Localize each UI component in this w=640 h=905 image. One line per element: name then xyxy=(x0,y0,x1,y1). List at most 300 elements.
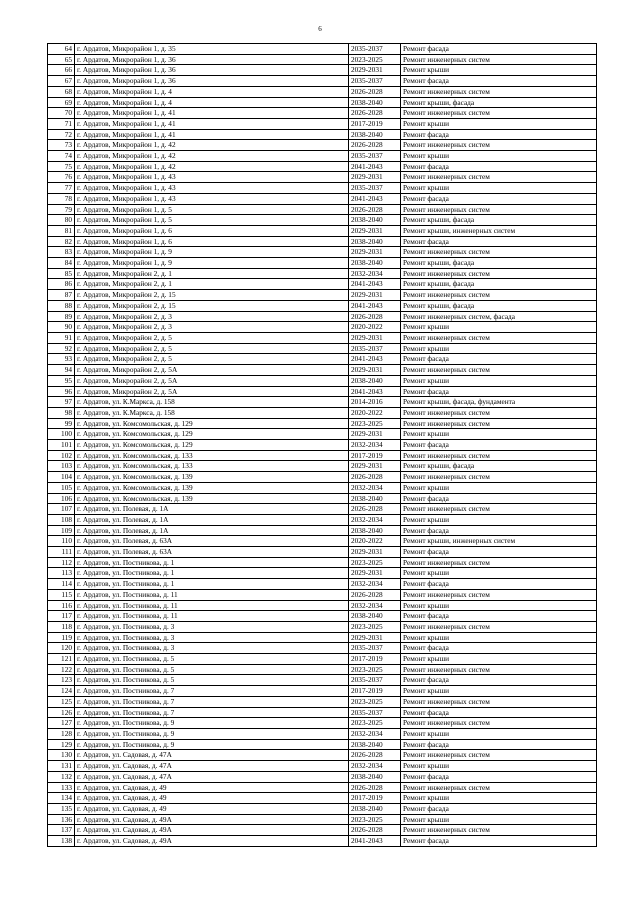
table-row xyxy=(48,397,597,408)
work-type-cell: Ремонт крыши xyxy=(401,514,597,525)
table-row xyxy=(48,76,597,87)
row-number: 77 xyxy=(48,183,75,194)
period-cell: 2029-2031 xyxy=(349,65,401,76)
row-number: 122 xyxy=(48,664,75,675)
work-type-cell: Ремонт крыши xyxy=(401,814,597,825)
row-number: 124 xyxy=(48,686,75,697)
table-row xyxy=(48,429,597,440)
address-cell: г. Ардатов, ул. Комсомольская, д. 129 xyxy=(75,429,349,440)
address-cell: г. Ардатов, Микрорайон 1, д. 43 xyxy=(75,183,349,194)
address-cell: г. Ардатов, ул. Садовая, д. 47А xyxy=(75,771,349,782)
work-type-cell: Ремонт фасада xyxy=(401,129,597,140)
address-cell: г. Ардатов, Микрорайон 2, д. 1 xyxy=(75,268,349,279)
period-cell: 2017-2019 xyxy=(349,118,401,129)
table-row xyxy=(48,44,597,55)
row-number: 78 xyxy=(48,193,75,204)
work-type-cell: Ремонт инженерных систем, фасада xyxy=(401,311,597,322)
table-row xyxy=(48,611,597,622)
work-type-cell: Ремонт фасада xyxy=(401,836,597,847)
table-row xyxy=(48,814,597,825)
period-cell: 2035-2037 xyxy=(349,707,401,718)
address-cell: г. Ардатов, ул. Комсомольская, д. 139 xyxy=(75,472,349,483)
period-cell: 2032-2034 xyxy=(349,440,401,451)
table-row xyxy=(48,172,597,183)
address-cell: г. Ардатов, Микрорайон 2, д. 5 xyxy=(75,332,349,343)
table-row xyxy=(48,279,597,290)
table-row xyxy=(48,204,597,215)
address-cell: г. Ардатов, Микрорайон 1, д. 35 xyxy=(75,44,349,55)
period-cell: 2032-2034 xyxy=(349,579,401,590)
work-type-cell: Ремонт инженерных систем xyxy=(401,718,597,729)
address-cell: г. Ардатов, Микрорайон 2, д. 5А xyxy=(75,386,349,397)
address-cell: г. Ардатов, ул. Садовая, д. 47А xyxy=(75,750,349,761)
period-cell: 2038-2040 xyxy=(349,525,401,536)
period-cell: 2026-2028 xyxy=(349,825,401,836)
row-number: 136 xyxy=(48,814,75,825)
row-number: 99 xyxy=(48,418,75,429)
table-row xyxy=(48,493,597,504)
address-cell: г. Ардатов, Микрорайон 2, д. 3 xyxy=(75,311,349,322)
table-row xyxy=(48,600,597,611)
address-cell: г. Ардатов, Микрорайон 2, д. 5 xyxy=(75,343,349,354)
work-type-cell: Ремонт инженерных систем xyxy=(401,696,597,707)
row-number: 76 xyxy=(48,172,75,183)
period-cell: 2032-2034 xyxy=(349,268,401,279)
row-number: 116 xyxy=(48,600,75,611)
address-cell: г. Ардатов, ул. Полевая, д. 1А xyxy=(75,504,349,515)
table-row xyxy=(48,418,597,429)
period-cell: 2026-2028 xyxy=(349,204,401,215)
work-type-cell: Ремонт крыши xyxy=(401,482,597,493)
period-cell: 2035-2037 xyxy=(349,643,401,654)
repair-schedule-table xyxy=(47,43,597,847)
address-cell: г. Ардатов, ул. Постникова, д. 9 xyxy=(75,739,349,750)
period-cell: 2020-2022 xyxy=(349,536,401,547)
work-type-cell: Ремонт инженерных систем xyxy=(401,290,597,301)
row-number: 80 xyxy=(48,215,75,226)
address-cell: г. Ардатов, ул. К.Маркса, д. 158 xyxy=(75,397,349,408)
address-cell: г. Ардатов, ул. Постникова, д. 7 xyxy=(75,696,349,707)
work-type-cell: Ремонт инженерных систем xyxy=(401,172,597,183)
period-cell: 2038-2040 xyxy=(349,611,401,622)
work-type-cell: Ремонт фасада xyxy=(401,675,597,686)
work-type-cell: Ремонт фасада xyxy=(401,76,597,87)
period-cell: 2026-2028 xyxy=(349,750,401,761)
row-number: 89 xyxy=(48,311,75,322)
table-row xyxy=(48,568,597,579)
period-cell: 2029-2031 xyxy=(349,429,401,440)
row-number: 114 xyxy=(48,579,75,590)
table-row xyxy=(48,718,597,729)
address-cell: г. Ардатов, Микрорайон 1, д. 6 xyxy=(75,236,349,247)
table-row xyxy=(48,643,597,654)
address-cell: г. Ардатов, ул. К.Маркса, д. 158 xyxy=(75,407,349,418)
row-number: 101 xyxy=(48,440,75,451)
period-cell: 2029-2031 xyxy=(349,247,401,258)
row-number: 96 xyxy=(48,386,75,397)
address-cell: г. Ардатов, ул. Постникова, д. 11 xyxy=(75,611,349,622)
table-row xyxy=(48,803,597,814)
period-cell: 2035-2037 xyxy=(349,183,401,194)
row-number: 90 xyxy=(48,322,75,333)
table-row xyxy=(48,482,597,493)
row-number: 112 xyxy=(48,557,75,568)
address-cell: г. Ардатов, Микрорайон 2, д. 15 xyxy=(75,290,349,301)
period-cell: 2023-2025 xyxy=(349,664,401,675)
row-number: 94 xyxy=(48,365,75,376)
table-row xyxy=(48,750,597,761)
row-number: 119 xyxy=(48,632,75,643)
row-number: 121 xyxy=(48,654,75,665)
address-cell: г. Ардатов, ул. Комсомольская, д. 139 xyxy=(75,482,349,493)
work-type-cell: Ремонт фасада xyxy=(401,611,597,622)
work-type-cell: Ремонт инженерных систем xyxy=(401,621,597,632)
work-type-cell: Ремонт инженерных систем xyxy=(401,504,597,515)
table-row xyxy=(48,771,597,782)
work-type-cell: Ремонт фасада xyxy=(401,547,597,558)
work-type-cell: Ремонт фасада xyxy=(401,803,597,814)
work-type-cell: Ремонт инженерных систем xyxy=(401,418,597,429)
address-cell: г. Ардатов, ул. Садовая, д. 49А xyxy=(75,814,349,825)
period-cell: 2017-2019 xyxy=(349,686,401,697)
table-row xyxy=(48,761,597,772)
address-cell: г. Ардатов, Микрорайон 1, д. 36 xyxy=(75,54,349,65)
address-cell: г. Ардатов, Микрорайон 2, д. 1 xyxy=(75,279,349,290)
work-type-cell: Ремонт крыши xyxy=(401,375,597,386)
period-cell: 2038-2040 xyxy=(349,739,401,750)
table-row xyxy=(48,836,597,847)
row-number: 131 xyxy=(48,761,75,772)
row-number: 98 xyxy=(48,407,75,418)
address-cell: г. Ардатов, ул. Постникова, д. 7 xyxy=(75,707,349,718)
table-row xyxy=(48,332,597,343)
address-cell: г. Ардатов, Микрорайон 1, д. 42 xyxy=(75,140,349,151)
address-cell: г. Ардатов, Микрорайон 2, д. 15 xyxy=(75,300,349,311)
address-cell: г. Ардатов, Микрорайон 1, д. 42 xyxy=(75,151,349,162)
address-cell: г. Ардатов, Микрорайон 2, д. 5А xyxy=(75,375,349,386)
work-type-cell: Ремонт фасада xyxy=(401,707,597,718)
table-row xyxy=(48,514,597,525)
work-type-cell: Ремонт инженерных систем xyxy=(401,782,597,793)
row-number: 88 xyxy=(48,300,75,311)
period-cell: 2032-2034 xyxy=(349,514,401,525)
address-cell: г. Ардатов, ул. Постникова, д. 1 xyxy=(75,579,349,590)
row-number: 95 xyxy=(48,375,75,386)
row-number: 125 xyxy=(48,696,75,707)
period-cell: 2026-2028 xyxy=(349,589,401,600)
period-cell: 2041-2043 xyxy=(349,161,401,172)
table-row xyxy=(48,375,597,386)
row-number: 87 xyxy=(48,290,75,301)
work-type-cell: Ремонт крыши xyxy=(401,686,597,697)
work-type-cell: Ремонт фасада xyxy=(401,44,597,55)
row-number: 72 xyxy=(48,129,75,140)
period-cell: 2041-2043 xyxy=(349,836,401,847)
work-type-cell: Ремонт инженерных систем xyxy=(401,589,597,600)
table-row xyxy=(48,696,597,707)
row-number: 128 xyxy=(48,729,75,740)
work-type-cell: Ремонт инженерных систем xyxy=(401,365,597,376)
period-cell: 2038-2040 xyxy=(349,771,401,782)
table-row xyxy=(48,343,597,354)
row-number: 73 xyxy=(48,140,75,151)
work-type-cell: Ремонт инженерных систем xyxy=(401,204,597,215)
row-number: 117 xyxy=(48,611,75,622)
row-number: 68 xyxy=(48,86,75,97)
table-row xyxy=(48,664,597,675)
address-cell: г. Ардатов, Микрорайон 1, д. 5 xyxy=(75,204,349,215)
period-cell: 2035-2037 xyxy=(349,151,401,162)
row-number: 103 xyxy=(48,461,75,472)
table-row xyxy=(48,65,597,76)
table-row xyxy=(48,621,597,632)
table-row xyxy=(48,450,597,461)
row-number: 129 xyxy=(48,739,75,750)
period-cell: 2041-2043 xyxy=(349,193,401,204)
table-row xyxy=(48,504,597,515)
period-cell: 2014-2016 xyxy=(349,397,401,408)
row-number: 100 xyxy=(48,429,75,440)
period-cell: 2029-2031 xyxy=(349,365,401,376)
period-cell: 2020-2022 xyxy=(349,407,401,418)
period-cell: 2041-2043 xyxy=(349,386,401,397)
table-row xyxy=(48,108,597,119)
work-type-cell: Ремонт крыши xyxy=(401,729,597,740)
period-cell: 2038-2040 xyxy=(349,493,401,504)
work-type-cell: Ремонт фасада xyxy=(401,236,597,247)
work-type-cell: Ремонт инженерных систем xyxy=(401,557,597,568)
table-row xyxy=(48,547,597,558)
work-type-cell: Ремонт крыши xyxy=(401,65,597,76)
row-number: 82 xyxy=(48,236,75,247)
period-cell: 2017-2019 xyxy=(349,654,401,665)
period-cell: 2023-2025 xyxy=(349,621,401,632)
row-number: 91 xyxy=(48,332,75,343)
address-cell: г. Ардатов, ул. Садовая, д. 49 xyxy=(75,803,349,814)
period-cell: 2029-2031 xyxy=(349,332,401,343)
address-cell: г. Ардатов, ул. Постникова, д. 3 xyxy=(75,643,349,654)
row-number: 81 xyxy=(48,225,75,236)
address-cell: г. Ардатов, Микрорайон 1, д. 41 xyxy=(75,118,349,129)
table-row xyxy=(48,300,597,311)
table-row xyxy=(48,793,597,804)
table-row xyxy=(48,161,597,172)
row-number: 92 xyxy=(48,343,75,354)
table-row xyxy=(48,782,597,793)
work-type-cell: Ремонт крыши xyxy=(401,429,597,440)
work-type-cell: Ремонт инженерных систем xyxy=(401,664,597,675)
address-cell: г. Ардатов, ул. Постникова, д. 5 xyxy=(75,664,349,675)
period-cell: 2038-2040 xyxy=(349,803,401,814)
table-row xyxy=(48,440,597,451)
address-cell: г. Ардатов, Микрорайон 2, д. 3 xyxy=(75,322,349,333)
table-row xyxy=(48,215,597,226)
period-cell: 2032-2034 xyxy=(349,729,401,740)
row-number: 137 xyxy=(48,825,75,836)
table-body xyxy=(48,44,597,847)
period-cell: 2017-2019 xyxy=(349,793,401,804)
address-cell: г. Ардатов, ул. Постникова, д. 1 xyxy=(75,568,349,579)
row-number: 106 xyxy=(48,493,75,504)
row-number: 104 xyxy=(48,472,75,483)
row-number: 105 xyxy=(48,482,75,493)
address-cell: г. Ардатов, ул. Постникова, д. 3 xyxy=(75,632,349,643)
work-type-cell: Ремонт инженерных систем xyxy=(401,268,597,279)
address-cell: г. Ардатов, ул. Постникова, д. 5 xyxy=(75,675,349,686)
work-type-cell: Ремонт инженерных систем xyxy=(401,54,597,65)
row-number: 113 xyxy=(48,568,75,579)
table-row xyxy=(48,290,597,301)
work-type-cell: Ремонт фасада xyxy=(401,525,597,536)
row-number: 107 xyxy=(48,504,75,515)
table-row xyxy=(48,632,597,643)
row-number: 110 xyxy=(48,536,75,547)
period-cell: 2038-2040 xyxy=(349,97,401,108)
table-row xyxy=(48,675,597,686)
table-row xyxy=(48,461,597,472)
period-cell: 2023-2025 xyxy=(349,54,401,65)
period-cell: 2038-2040 xyxy=(349,258,401,269)
address-cell: г. Ардатов, Микрорайон 1, д. 4 xyxy=(75,97,349,108)
period-cell: 2038-2040 xyxy=(349,375,401,386)
table-row xyxy=(48,183,597,194)
table-row xyxy=(48,525,597,536)
period-cell: 2020-2022 xyxy=(349,322,401,333)
row-number: 127 xyxy=(48,718,75,729)
period-cell: 2038-2040 xyxy=(349,215,401,226)
period-cell: 2035-2037 xyxy=(349,44,401,55)
work-type-cell: Ремонт крыши, фасада, фундамента xyxy=(401,397,597,408)
row-number: 75 xyxy=(48,161,75,172)
period-cell: 2023-2025 xyxy=(349,418,401,429)
work-type-cell: Ремонт крыши, инженерных систем xyxy=(401,225,597,236)
address-cell: г. Ардатов, ул. Постникова, д. 7 xyxy=(75,686,349,697)
work-type-cell: Ремонт крыши xyxy=(401,118,597,129)
table-row xyxy=(48,193,597,204)
address-cell: г. Ардатов, ул. Постникова, д. 1 xyxy=(75,557,349,568)
address-cell: г. Ардатов, ул. Постникова, д. 3 xyxy=(75,621,349,632)
address-cell: г. Ардатов, ул. Постникова, д. 5 xyxy=(75,654,349,665)
address-cell: г. Ардатов, Микрорайон 1, д. 4 xyxy=(75,86,349,97)
address-cell: г. Ардатов, Микрорайон 1, д. 41 xyxy=(75,129,349,140)
table-row xyxy=(48,354,597,365)
work-type-cell: Ремонт крыши, фасада xyxy=(401,258,597,269)
address-cell: г. Ардатов, ул. Постникова, д. 11 xyxy=(75,589,349,600)
period-cell: 2029-2031 xyxy=(349,547,401,558)
table-row xyxy=(48,729,597,740)
period-cell: 2026-2028 xyxy=(349,782,401,793)
period-cell: 2041-2043 xyxy=(349,300,401,311)
period-cell: 2038-2040 xyxy=(349,129,401,140)
table-row xyxy=(48,825,597,836)
address-cell: г. Ардатов, ул. Полевая, д. 1А xyxy=(75,514,349,525)
address-cell: г. Ардатов, Микрорайон 1, д. 5 xyxy=(75,215,349,226)
row-number: 132 xyxy=(48,771,75,782)
row-number: 66 xyxy=(48,65,75,76)
work-type-cell: Ремонт инженерных систем xyxy=(401,108,597,119)
period-cell: 2017-2019 xyxy=(349,450,401,461)
row-number: 70 xyxy=(48,108,75,119)
row-number: 67 xyxy=(48,76,75,87)
table-row xyxy=(48,311,597,322)
address-cell: г. Ардатов, Микрорайон 2, д. 5А xyxy=(75,365,349,376)
period-cell: 2038-2040 xyxy=(349,236,401,247)
address-cell: г. Ардатов, Микрорайон 1, д. 36 xyxy=(75,65,349,76)
work-type-cell: Ремонт фасада xyxy=(401,739,597,750)
work-type-cell: Ремонт инженерных систем xyxy=(401,750,597,761)
table-row xyxy=(48,86,597,97)
work-type-cell: Ремонт фасада xyxy=(401,354,597,365)
work-type-cell: Ремонт крыши xyxy=(401,632,597,643)
address-cell: г. Ардатов, ул. Комсомольская, д. 139 xyxy=(75,493,349,504)
work-type-cell: Ремонт фасада xyxy=(401,161,597,172)
work-type-cell: Ремонт крыши xyxy=(401,793,597,804)
table-row xyxy=(48,557,597,568)
address-cell: г. Ардатов, Микрорайон 1, д. 41 xyxy=(75,108,349,119)
table-row xyxy=(48,686,597,697)
period-cell: 2026-2028 xyxy=(349,311,401,322)
address-cell: г. Ардатов, ул. Садовая, д. 49А xyxy=(75,825,349,836)
row-number: 138 xyxy=(48,836,75,847)
period-cell: 2026-2028 xyxy=(349,504,401,515)
table-row xyxy=(48,258,597,269)
row-number: 71 xyxy=(48,118,75,129)
address-cell: г. Ардатов, ул. Садовая, д. 49 xyxy=(75,793,349,804)
row-number: 74 xyxy=(48,151,75,162)
row-number: 79 xyxy=(48,204,75,215)
period-cell: 2029-2031 xyxy=(349,172,401,183)
period-cell: 2029-2031 xyxy=(349,225,401,236)
period-cell: 2023-2025 xyxy=(349,557,401,568)
address-cell: г. Ардатов, ул. Полевая, д. 63А xyxy=(75,536,349,547)
row-number: 85 xyxy=(48,268,75,279)
period-cell: 2032-2034 xyxy=(349,761,401,772)
table-row xyxy=(48,151,597,162)
work-type-cell: Ремонт фасада xyxy=(401,579,597,590)
period-cell: 2023-2025 xyxy=(349,814,401,825)
work-type-cell: Ремонт крыши xyxy=(401,322,597,333)
address-cell: г. Ардатов, Микрорайон 1, д. 43 xyxy=(75,193,349,204)
row-number: 64 xyxy=(48,44,75,55)
work-type-cell: Ремонт инженерных систем xyxy=(401,332,597,343)
work-type-cell: Ремонт крыши xyxy=(401,183,597,194)
row-number: 135 xyxy=(48,803,75,814)
work-type-cell: Ремонт крыши xyxy=(401,600,597,611)
period-cell: 2029-2031 xyxy=(349,632,401,643)
period-cell: 2032-2034 xyxy=(349,600,401,611)
row-number: 93 xyxy=(48,354,75,365)
table-row xyxy=(48,97,597,108)
address-cell: г. Ардатов, Микрорайон 1, д. 6 xyxy=(75,225,349,236)
table-row xyxy=(48,225,597,236)
table-row xyxy=(48,268,597,279)
table-row xyxy=(48,739,597,750)
row-number: 118 xyxy=(48,621,75,632)
work-type-cell: Ремонт фасада xyxy=(401,440,597,451)
work-type-cell: Ремонт крыши, инженерных систем xyxy=(401,536,597,547)
address-cell: г. Ардатов, ул. Комсомольская, д. 133 xyxy=(75,461,349,472)
table-row xyxy=(48,54,597,65)
period-cell: 2026-2028 xyxy=(349,140,401,151)
work-type-cell: Ремонт крыши, фасада xyxy=(401,279,597,290)
period-cell: 2026-2028 xyxy=(349,108,401,119)
period-cell: 2035-2037 xyxy=(349,343,401,354)
table-row xyxy=(48,118,597,129)
table-row xyxy=(48,140,597,151)
table-row xyxy=(48,386,597,397)
work-type-cell: Ремонт инженерных систем xyxy=(401,247,597,258)
address-cell: г. Ардатов, ул. Комсомольская, д. 129 xyxy=(75,440,349,451)
